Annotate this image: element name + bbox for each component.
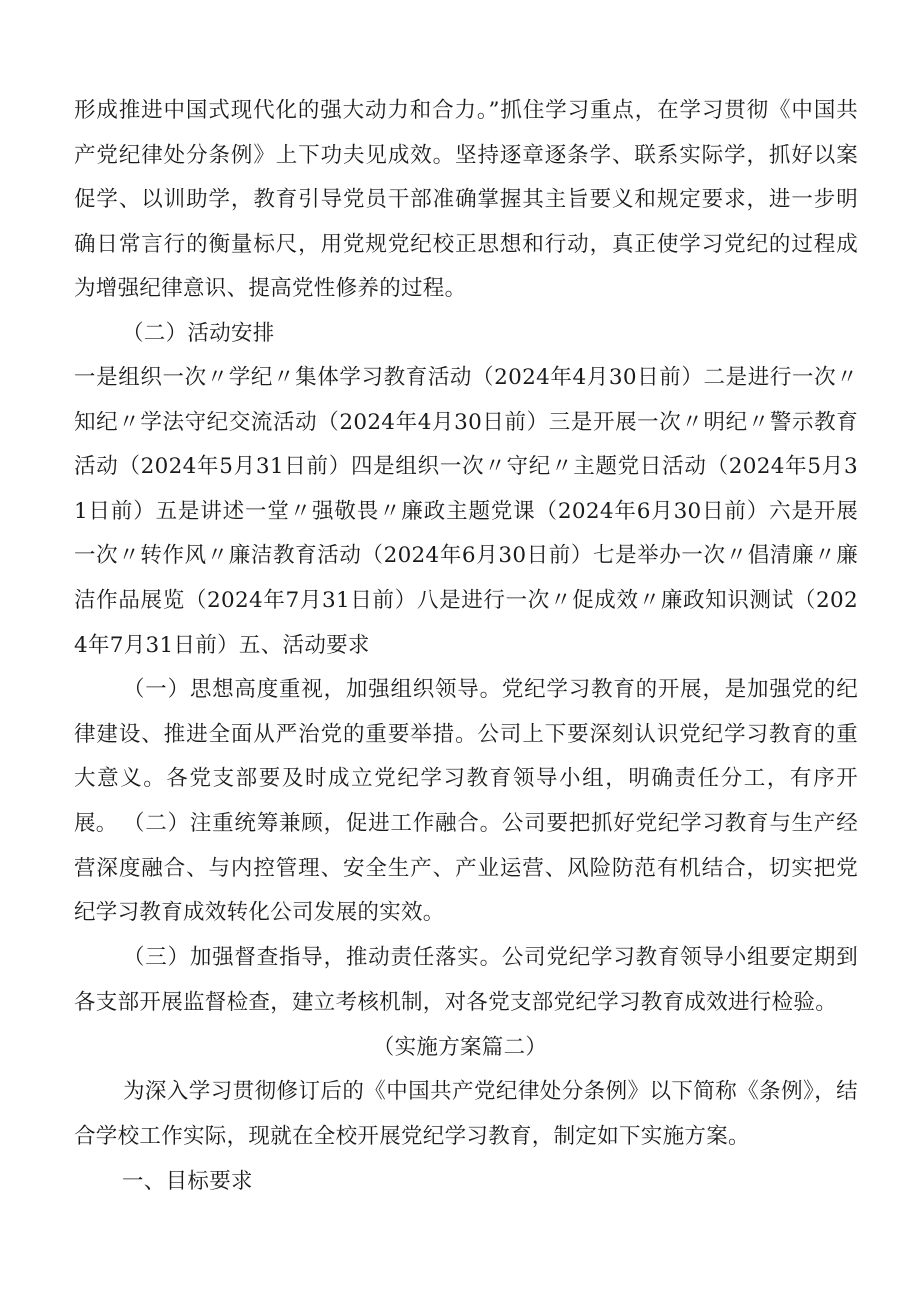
- paragraph-requirement-2: （二）注重统筹兼顾，促进工作融合。公司要把抓好党纪学习教育与生产经营深度融合、与内控管理、安全生产、产业运营、风险防范有机结合，切实把党纪学习教育成效转化公司发展的实效。: [74, 811, 858, 926]
- section-heading-activity-arrangement: （二）活动安排: [122, 321, 275, 346]
- paragraph-study-focus: 形成推进中国式现代化的强大动力和合力。”抓住学习重点，在学习贯彻《中国共产党纪律处分条例》上下功夫见成效。坚持逐章逐条学、联系实际学，抓好以案促学、以训助学，教育引导党员干部准确掌握其主旨要义和规定要求，进一步明确日常言行的衡量标尺，用党规党纪校正思想和行动，真正使学习党纪的过程成为增强纪律意识、提高党性修养的过程。: [74, 98, 858, 302]
- plan-title-part-two: （实施方案篇二）: [372, 1035, 548, 1060]
- paragraph-introduction-two: 为深入学习贯彻修订后的《中国共产党纪律处分条例》以下简称《条例》，结合学校工作实际，现就在全校开展党纪学习教育，制定如下实施方案。: [74, 1079, 858, 1149]
- section-heading-goal-requirements: 一、目标要求: [122, 1169, 253, 1194]
- paragraph-requirement-1: （一）思想高度重视，加强组织领导。党纪学习教育的开展，是加强党的纪律建设、推进全面从严治党的重要举措。公司上下要深刻认识党纪学习教育的重大意义。各党支部要及时成立党纪学习教育领导小组，明确责任分工，有序开展。: [74, 677, 858, 836]
- paragraph-requirement-3: （三）加强督查指导，推动责任落实。公司党纪学习教育领导小组要定期到各支部开展监督检查，建立考核机制，对各党支部党纪学习教育成效进行检验。: [74, 945, 858, 1015]
- paragraph-activity-list: 一是组织一次〃学纪〃集体学习教育活动（2024年4月30日前）二是进行一次〃知纪〃学法守纪交流活动（2024年4月30日前）三是开展一次〃明纪〃警示教育活动（2024年5月31日前）四是组织一次〃守纪〃主题党日活动（2024年5月31日前）五是讲述一堂〃强敬畏〃廉政主题党课（2024年6月30日前）六是开展一次〃转作风〃廉洁教育活动（2024年6月30日前）七是举办一次〃倡清廉〃廉洁作品展览（2024年7月31日前）八是进行一次〃促成效〃廉政知识测试（2024年7月31日前）五、活动要求: [74, 365, 858, 658]
